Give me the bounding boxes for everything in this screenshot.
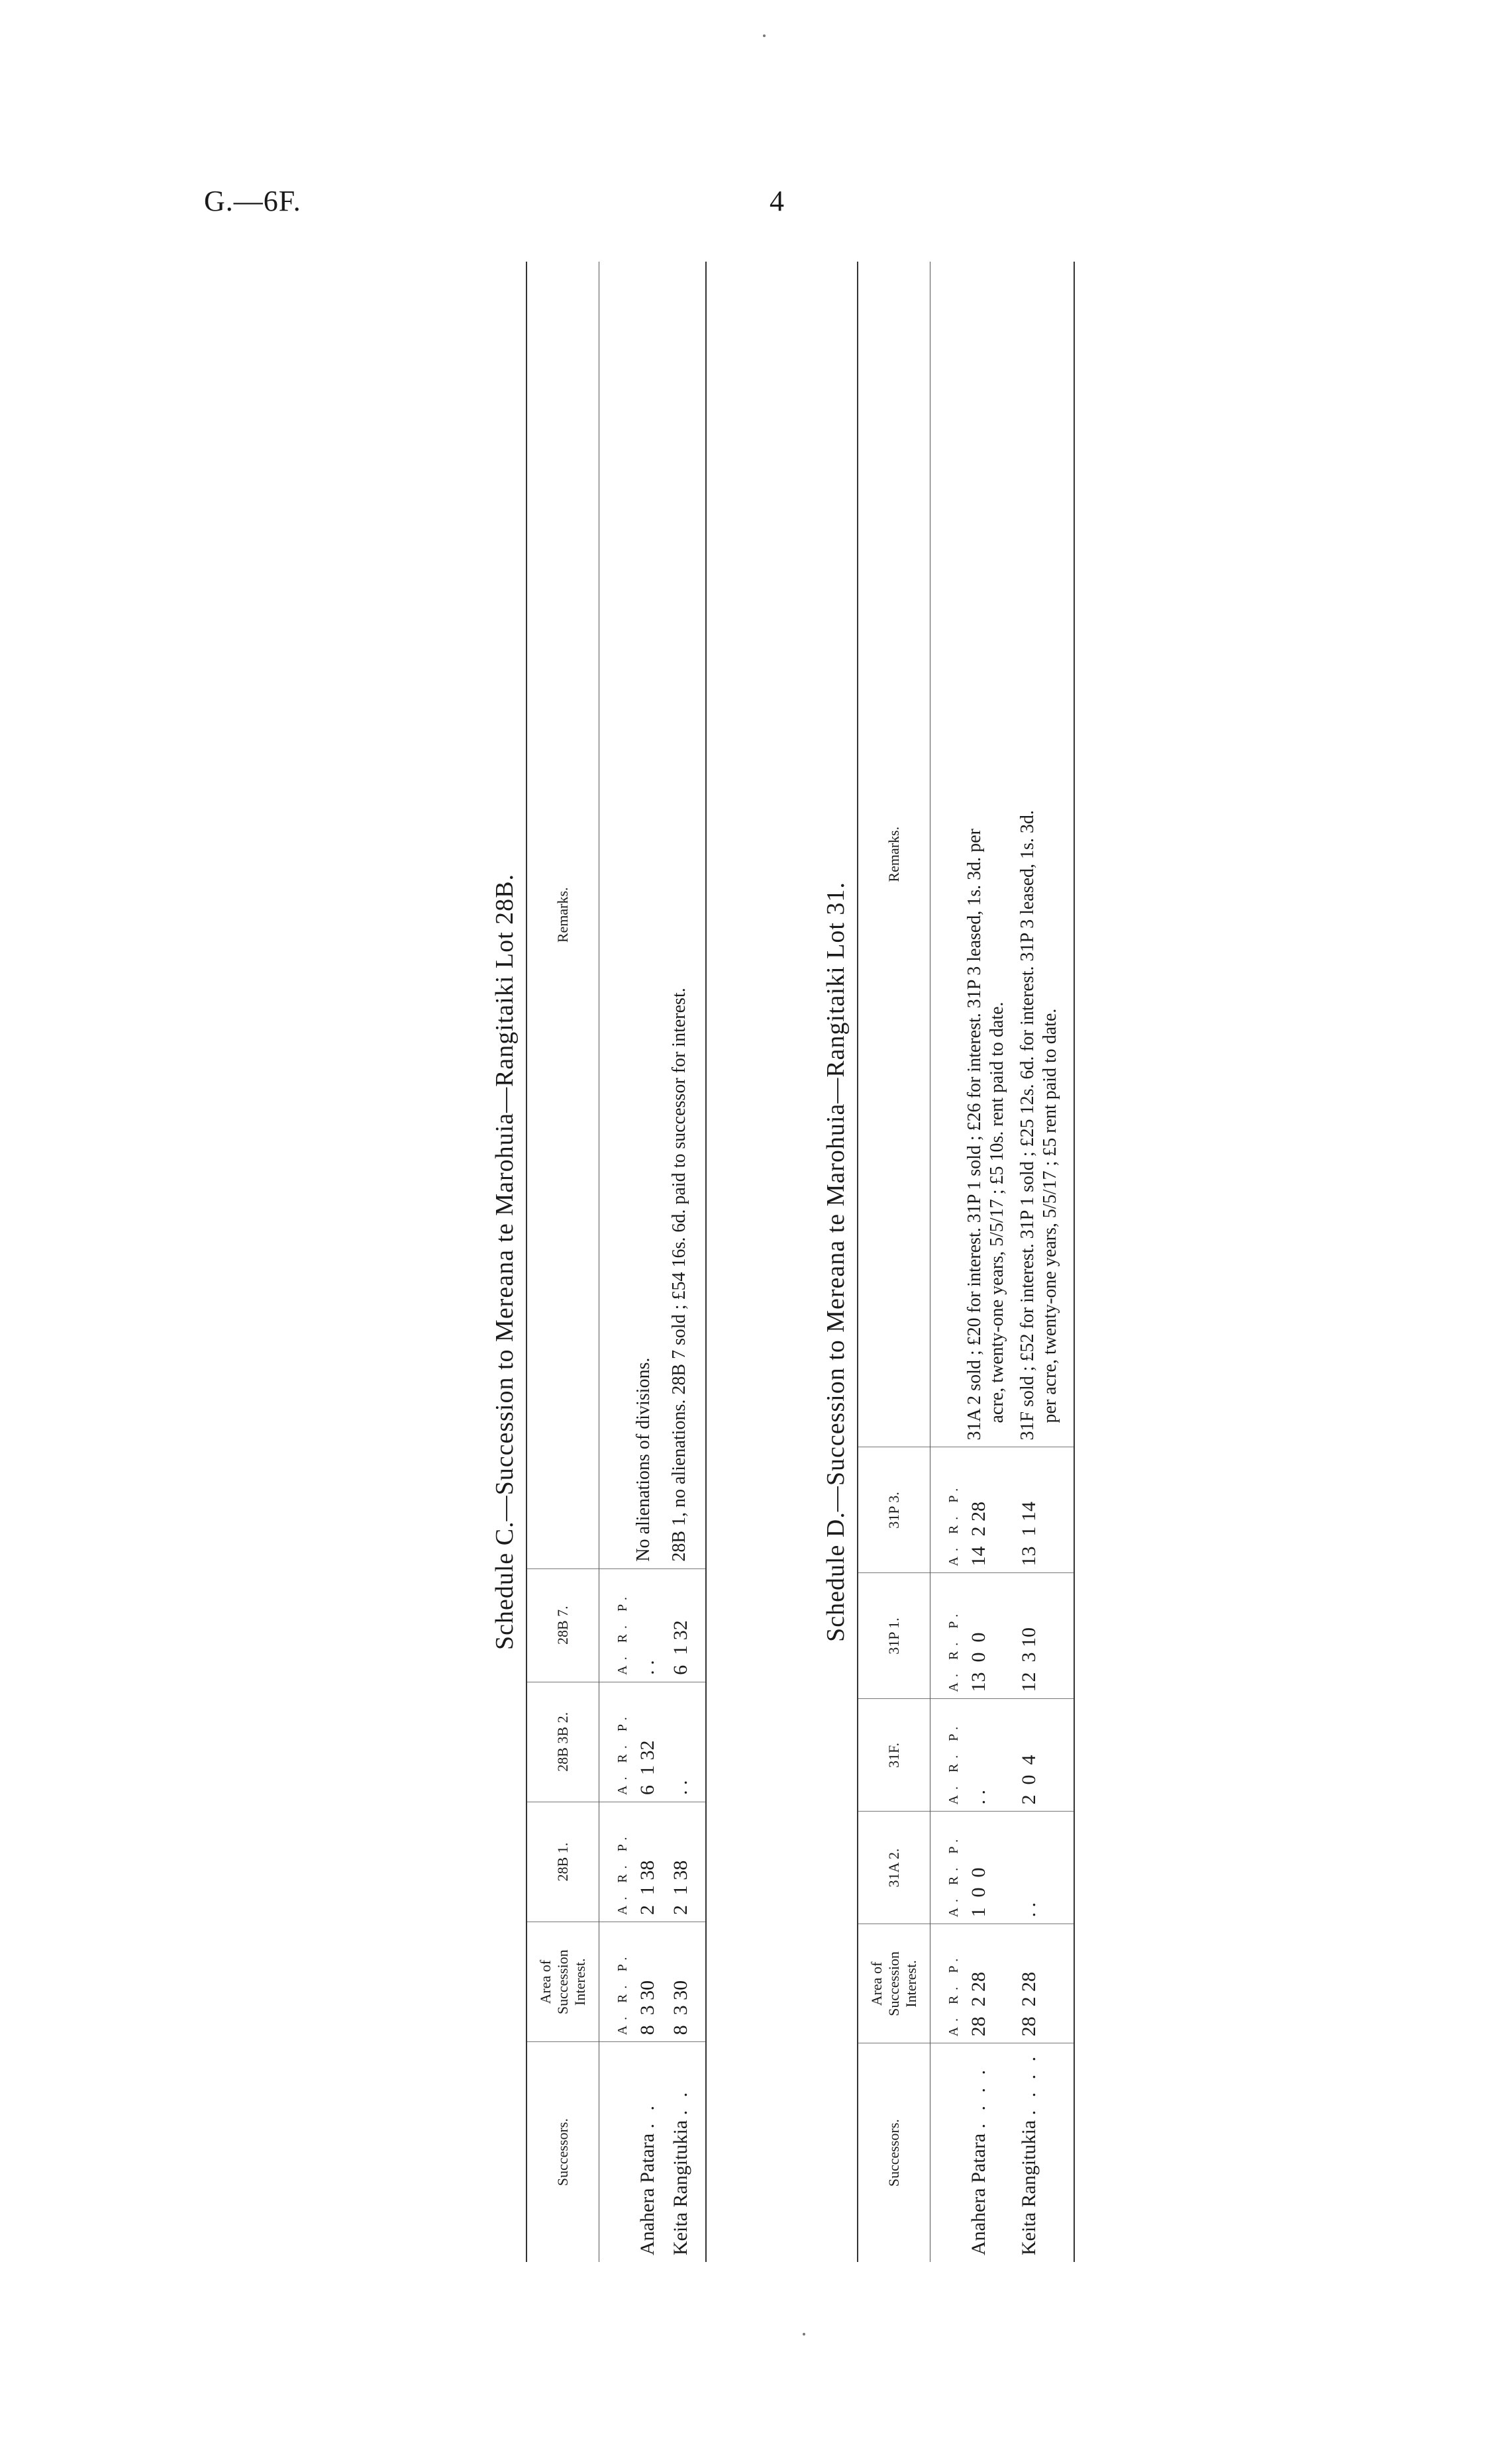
unit-label: A. R. P. — [615, 1951, 630, 2035]
col-31f: 31F. — [858, 1699, 930, 1812]
cell-value: 1 0 0 — [968, 1867, 989, 1918]
speck — [763, 34, 766, 37]
table-row — [599, 262, 665, 2262]
successor-name: Anahera Patara — [968, 2133, 989, 2255]
col-area: Area of Succession Interest. — [526, 1922, 599, 2042]
unit-label: A. R. P. — [946, 1721, 961, 1805]
header-row — [858, 262, 930, 2262]
header-row — [526, 262, 599, 2262]
remarks-line-2: per acre, twenty-one years, 5/5/17 ; £5 rent paid to date. — [1040, 1008, 1060, 1423]
area-value: 8 3 30 — [670, 1980, 691, 2035]
cell-value: 14 2 28 — [968, 1502, 989, 1566]
leader-dots: . . — [670, 2088, 691, 2116]
cell-value: 12 3 10 — [1018, 1627, 1040, 1692]
remarks-line-1: 31F sold ; £52 for interest. 31P 1 sold ; £25 12s. 6d. for interest. 31P 3 leased, 1s. 3d. — [1017, 810, 1038, 1441]
col-28b1: 28B 1. — [526, 1802, 599, 1922]
cell-value: 6 1 32 — [636, 1740, 658, 1795]
col-31p1: 31P 1. — [858, 1573, 930, 1699]
unit-label: A. R. P. — [946, 1608, 961, 1692]
unit-spacer — [610, 268, 632, 1562]
page-header — [0, 184, 1502, 224]
schedule-d-title: Schedule D.—Succession to Mereana te Marohuia—Rangitaiki Lot 31. — [822, 882, 850, 1642]
cell-value: . . — [636, 1660, 658, 1675]
col-area: Area of Succession Interest. — [858, 1924, 930, 2043]
col-remarks: Remarks. — [526, 262, 599, 1568]
cell-value: 13 0 0 — [968, 1632, 989, 1692]
document-reference: G.—6F. — [204, 185, 301, 217]
schedule-c-table — [526, 262, 707, 2262]
unit-label: A. R. P. — [946, 1833, 961, 1918]
table-row — [664, 262, 706, 2262]
unit-label: A. R. P. — [946, 1953, 961, 2037]
col-successors: Successors. — [526, 2042, 599, 2262]
col-28b7: 28B 7. — [526, 1568, 599, 1682]
col-successors: Successors. — [858, 2043, 930, 2262]
area-value: 28 2 28 — [1018, 1972, 1040, 2037]
col-31p3: 31P 3. — [858, 1447, 930, 1573]
cell-value: 13 1 14 — [1018, 1502, 1040, 1566]
cell-value: 2 1 38 — [670, 1860, 691, 1916]
col-31a2: 31A 2. — [858, 1812, 930, 1924]
leader-dots: . . . . — [1018, 2052, 1040, 2116]
schedule-c-title: Schedule C.—Succession to Mereana te Marohuia—Rangitaiki Lot 28B. — [491, 873, 519, 1651]
cell-value: . . — [1018, 1902, 1040, 1918]
page-number: 4 — [770, 185, 784, 217]
cell-value: 2 0 4 — [1018, 1755, 1040, 1805]
area-value: 8 3 30 — [636, 1980, 658, 2035]
speck — [803, 2333, 805, 2336]
remarks-text: No alienations of divisions. — [633, 1357, 654, 1562]
schedule-c — [483, 262, 707, 2262]
area-value: 28 2 28 — [968, 1972, 989, 2037]
remarks-line-1: 31A 2 sold ; £20 for interest. 31P 1 sold ; £26 for interest. 31P 3 leased, 1s. 3d. per — [964, 829, 985, 1441]
successor-name: Keita Rangitukia — [670, 2120, 691, 2255]
unit-spacer — [941, 268, 964, 1441]
table-row — [1013, 262, 1074, 2262]
unit-label: A. R. P. — [946, 1482, 961, 1566]
successor-name: Keita Rangitukia — [1018, 2120, 1040, 2255]
col-remarks: Remarks. — [858, 262, 930, 1447]
remarks-text: 28B 1, no alienations. 28B 7 sold ; £54 16s. 6d. paid to successor for interest. — [669, 988, 689, 1562]
cell-value: . . — [670, 1780, 691, 1795]
unit-label: A. R. P. — [615, 1592, 630, 1675]
rotated-content — [483, 262, 1119, 2262]
unit-label: A. R. P. — [615, 1831, 630, 1916]
cell-value: 2 1 38 — [636, 1860, 658, 1916]
table-row — [930, 262, 1013, 2262]
unit-spacer — [941, 2051, 966, 2256]
schedule-d — [815, 262, 1075, 2262]
cell-value: . . — [968, 1790, 989, 1805]
successor-name: Anahera Patara — [636, 2133, 658, 2255]
remarks-line-2: acre, twenty-one years, 5/5/17 ; £5 10s. rent paid to date. — [987, 1001, 1007, 1423]
col-28b3b2: 28B 3B 2. — [526, 1682, 599, 1802]
unit-label: A. R. P. — [615, 1712, 630, 1795]
leader-dots: . . — [636, 2101, 658, 2129]
cell-value: 6 1 32 — [670, 1620, 691, 1675]
leader-dots: . . . . — [968, 2065, 989, 2129]
schedule-d-table — [857, 262, 1075, 2262]
unit-spacer — [610, 2049, 635, 2255]
